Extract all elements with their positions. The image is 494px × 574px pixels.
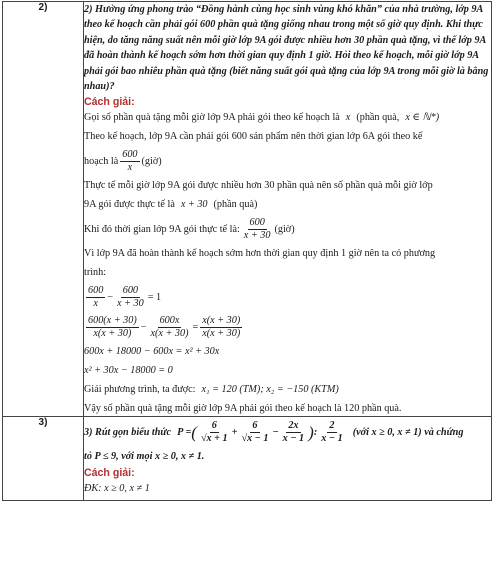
line-equation-label: trình: (84, 267, 107, 279)
equation-4: x² + 30x − 18000 = 0 (84, 365, 173, 377)
row-number-3: 3) (3, 417, 84, 500)
problem-3-statement: 3) Rút gọn biểu thức P = ( $\frac{6}{√x + 1}$ + $\frac{6}{√x - 1}$ − $\frac{2x}{x - 1}$ ) : $\frac{2}{x - 1}$ (với x ≥ 0, x ≠ 1) và chứng (84, 420, 464, 445)
problem-3-statement-cont: tỏ P ≤ 9, với mọi x ≥ 0, x ≠ 1. (84, 451, 205, 463)
line-plan: Theo kế hoạch, lớp 9A cần phải gói 600 sản phẩm nên thời gian lớp 6A gói theo kế (84, 131, 423, 143)
fraction-600-over-x30: $\frac{600}{x + 30}$ (243, 217, 271, 242)
solution-table (2, 1, 492, 501)
line-actual-rate: 9A gói được thực tế là x + 30 (phần quà) (84, 199, 258, 211)
row-number-2: 2) (3, 2, 84, 417)
equation-2: $\frac{600(x + 30)}{x(x + 30)}$ − $\frac{600x}{x(x + 30)}$ = $\frac{x(x + 30)}{x(x + 30)}$ (88, 315, 241, 340)
line-let-x: Gọi số phần quà tặng mỗi giờ lớp 9A phải gói theo kế hoạch là x (phần quà, x ∈ ℕ*) (84, 112, 440, 124)
line-equation-intro: Vì lớp 9A đã hoàn thành kế hoạch sớm hơn thời gian quy định 1 giờ nên ta có phương (84, 248, 436, 260)
row-2-content (84, 2, 492, 417)
equation-1: $\frac{600}{x}$ − $\frac{600}{x + 30}$ = 1 (88, 285, 162, 310)
line-actual: Thực tế mỗi giờ lớp 9A gói được nhiều hơn 30 phần quà nên số phần quà mỗi giờ lớp (84, 180, 433, 192)
problem-2-statement: 2) Hưởng ứng phong trào “Đồng hành cùng học sinh vùng khó khăn” của nhà trường, lớp 9A theo kế hoạch cần phải gói 600 phần quà tặng giống nhau trong một số giờ quy định. Khi thực hiện, do tăng năng suất nên mỗi giờ lớp 9A gói được nhiều hơn 30 phần quà tặng, vì thế lớp 9A đã hoàn thành kế hoạch sớm hơn thời gian quy định 1 giờ. Hỏi theo kế hoạch, mỗi giờ lớp 9A phải gói bao nhiêu phần quà tặng (biết năng suất gói quà tặng của lớp 9A trong mỗi giờ là bằng nhau)? (84, 4, 489, 93)
line-actual-time: Khi đó thời gian lớp 9A gói thực tế là: $\frac{600}{x + 30}$ (giờ) (84, 217, 295, 242)
fraction-600-over-x: $\frac{600}{x}$ (122, 149, 138, 174)
table-row-3 (3, 417, 492, 500)
table-row-2 (3, 2, 492, 417)
domain-condition: ĐK: x ≥ 0, x ≠ 1 (84, 482, 150, 494)
line-conclusion: Vậy số phần quà tặng mỗi giờ lớp 9A phải gói theo kế hoạch là 120 phần quà. (84, 403, 402, 415)
line-solutions: Giải phương trình, ta được: x₁ = 120 (TM); x₂ = −150 (KTM) (84, 384, 339, 396)
solution-heading-2: Cách giải: (84, 96, 135, 109)
row-3-content (84, 417, 492, 500)
solution-heading-3: Cách giải: (84, 466, 135, 479)
line-plan-time: hoạch là $\frac{600}{x}$ (giờ) (84, 149, 162, 174)
equation-3: 600x + 18000 − 600x = x² + 30x (84, 346, 220, 358)
